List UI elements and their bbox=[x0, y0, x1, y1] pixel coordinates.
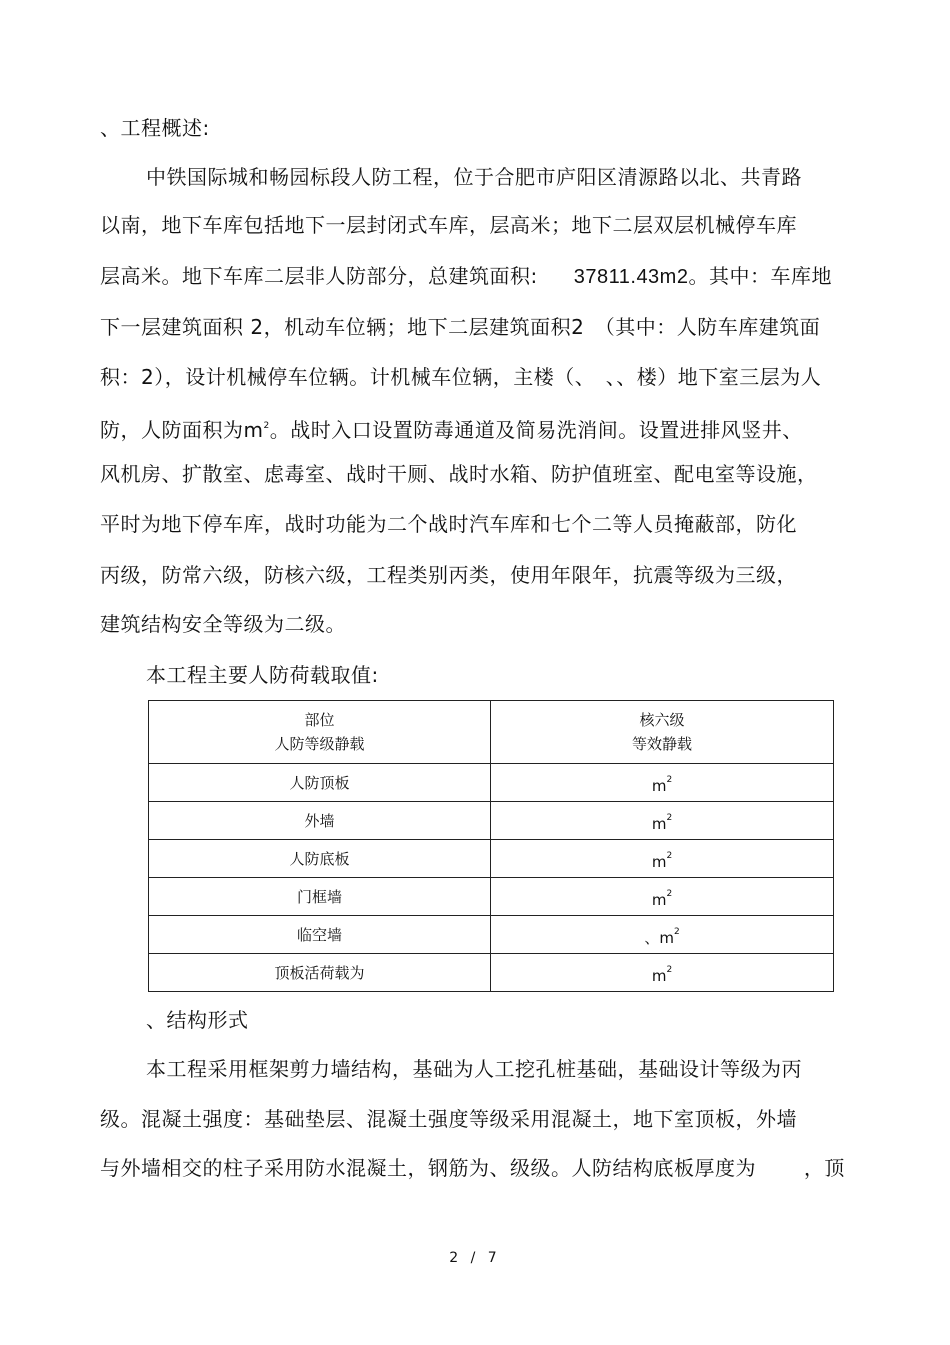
part-cell: 人防底板 bbox=[149, 840, 491, 878]
superscript: 2 bbox=[263, 421, 270, 431]
part-cell: 门框墙 bbox=[149, 878, 491, 916]
paragraph-line: 风机房、扩散室、虑毒室、战时干厕、战时水箱、防护值班室、配电室等设施， bbox=[100, 462, 818, 486]
paragraph-line bbox=[100, 262, 832, 291]
header-text: 人防等级静载 bbox=[274, 735, 365, 753]
page-number: 2 / 7 bbox=[449, 1250, 501, 1266]
superscript: 2 bbox=[666, 964, 673, 975]
value-text: m bbox=[651, 966, 667, 985]
paragraph-line: 积：2），设计机械停车位辆。计机械车位辆，主楼（、 、、楼）地下室三层为人 bbox=[100, 365, 822, 389]
paragraph-line: 丙级，防常六级，防核六级，工程类别丙类，使用年限年，抗震等级为三级， bbox=[100, 563, 797, 587]
superscript: 2 bbox=[666, 850, 673, 861]
paragraph-line: 中铁国际城和畅园标段人防工程，位于合肥市庐阳区清源路以北、共青路 bbox=[146, 165, 802, 189]
table-row bbox=[149, 916, 834, 954]
part-cell: 顶板活荷载为 bbox=[149, 954, 491, 992]
paragraph-line: 级。混凝土强度：基础垫层、混凝土强度等级采用混凝土，地下室顶板，外墙 bbox=[100, 1107, 797, 1131]
section-heading-structure: 、结构形式 bbox=[146, 1008, 249, 1032]
paragraph-line: 与外墙相交的柱子采用防水混凝土，钢筋为、级级。人防结构底板厚度为 ，顶 bbox=[100, 1156, 845, 1180]
total-area-value: 37811.43m2 bbox=[573, 266, 689, 288]
superscript: 2 bbox=[666, 888, 673, 899]
part-cell: 临空墙 bbox=[149, 916, 491, 954]
value-cell bbox=[491, 916, 834, 954]
text-span: 。其中：车库地 bbox=[688, 264, 832, 288]
table-row bbox=[149, 954, 834, 992]
value-text: m bbox=[651, 776, 667, 795]
value-cell bbox=[491, 764, 834, 802]
value-text: m bbox=[651, 814, 667, 833]
superscript: 2 bbox=[673, 926, 680, 937]
table-row bbox=[149, 878, 834, 916]
table-row bbox=[149, 802, 834, 840]
paragraph-line: 本工程采用框架剪力墙结构，基础为人工挖孔桩基础，基础设计等级为丙 bbox=[146, 1057, 802, 1081]
table-intro: 本工程主要人防荷载取值: bbox=[146, 663, 379, 687]
load-table bbox=[148, 700, 834, 992]
table-header-row bbox=[149, 701, 834, 764]
value-cell bbox=[491, 802, 834, 840]
table-row bbox=[149, 840, 834, 878]
header-cell-load bbox=[491, 701, 834, 764]
table-row bbox=[149, 764, 834, 802]
paragraph-line: 平时为地下停车库，战时功能为二个战时汽车库和七个二等人员掩蔽部，防化 bbox=[100, 512, 797, 536]
value-cell bbox=[491, 878, 834, 916]
value-text: m bbox=[651, 852, 667, 871]
header-text: 部位 bbox=[304, 711, 335, 729]
section-heading-overview: 、工程概述: bbox=[100, 116, 210, 140]
header-cell-part bbox=[149, 701, 491, 764]
superscript: 2 bbox=[666, 774, 673, 785]
paragraph-line: 以南，地下车库包括地下一层封闭式车库，层高米；地下二层双层机械停车库 bbox=[100, 213, 797, 237]
part-cell: 人防顶板 bbox=[149, 764, 491, 802]
paragraph-line: 下一层建筑面积 2，机动车位辆；地下二层建筑面积2 （其中：人防车库建筑面 bbox=[100, 315, 821, 339]
superscript: 2 bbox=[666, 812, 673, 823]
value-cell bbox=[491, 840, 834, 878]
text-span: 。战时入口设置防毒通道及简易洗消间。设置进排风竖井、 bbox=[269, 418, 803, 442]
text-span: 防，人防面积为m bbox=[100, 418, 264, 442]
paragraph-line: 建筑结构安全等级为二级。 bbox=[100, 612, 346, 636]
header-text: 等效静载 bbox=[631, 735, 692, 753]
value-text: m bbox=[651, 890, 667, 909]
paragraph-line bbox=[100, 412, 803, 444]
value-text: 、m bbox=[644, 928, 674, 947]
text-span: 层高米。地下车库二层非人防部分，总建筑面积: bbox=[100, 264, 538, 288]
header-text: 核六级 bbox=[639, 711, 685, 729]
value-cell bbox=[491, 954, 834, 992]
part-cell: 外墙 bbox=[149, 802, 491, 840]
